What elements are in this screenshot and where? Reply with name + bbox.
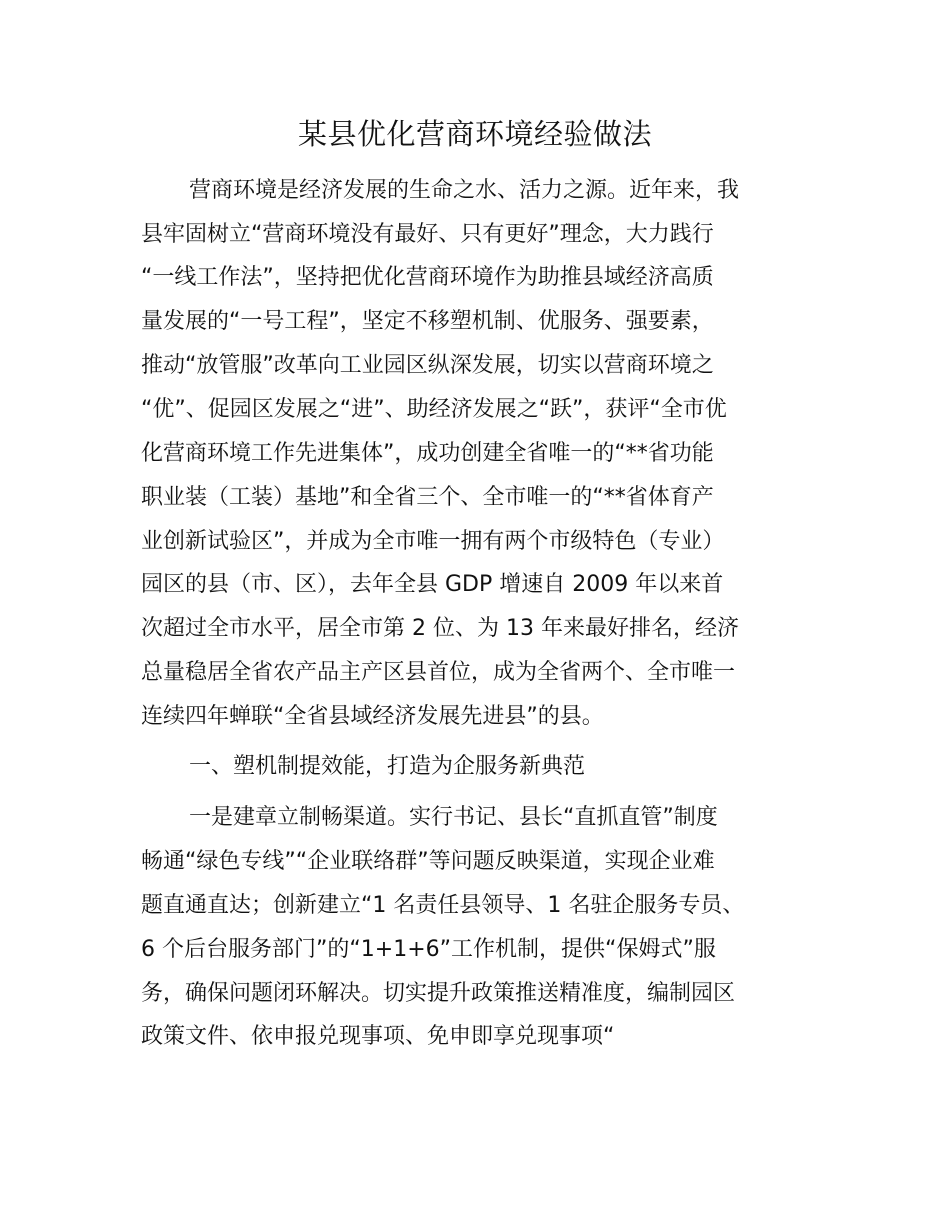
- document-title: 某县优化营商环境经验做法: [297, 117, 652, 151]
- paragraph-line: 职业装（工装）基地”和全省三个、全市唯一的“**省体育产: [141, 485, 714, 510]
- paragraph-line: 题直通直达；创新建立“1 名责任县领导、1 名驻企服务专员、: [141, 893, 745, 918]
- paragraph-line: 量发展的“一号工程”，坚定不移塑机制、优服务、强要素，: [141, 309, 714, 334]
- paragraph-line: 务，确保问题闭环解决。切实提升政策推送精准度，编制园区: [141, 981, 736, 1006]
- paragraph-line: 连续四年蝉联“全省县域经济发展先进县”的县。: [141, 704, 604, 729]
- paragraph-line: 业创新试验区”，并成为全市唯一拥有两个市级特色（专业）: [141, 529, 725, 554]
- paragraph-line: “一线工作法”，坚持把优化营商环境作为助推县域经济高质: [141, 265, 714, 290]
- paragraph-line: 园区的县（市、区），去年全县 GDP 增速自 2009 年以来首: [141, 572, 724, 597]
- paragraph-line: 一是建章立制畅渠道。实行书记、县长“直抓直管”制度: [189, 805, 718, 830]
- paragraph-line: 总量稳居全省农产品主产区县首位，成为全省两个、全市唯一: [141, 660, 736, 685]
- paragraph-line: 县牢固树立“营商环境没有最好、只有更好”理念，大力践行: [141, 222, 714, 247]
- paragraph-line: 次超过全市水平，居全市第 2 位、为 13 年来最好排名，经济: [141, 616, 739, 641]
- paragraph-line: 畅通“绿色专线”“企业联络群”等问题反映渠道，实现企业难: [141, 849, 715, 874]
- paragraph-line: “优”、促园区发展之“进”、助经济发展之“跃”，获评“全市优: [141, 397, 727, 422]
- paragraph-line: 营商环境是经济发展的生命之水、活力之源。近年来，我: [189, 178, 740, 203]
- paragraph-line: 化营商环境工作先进集体”，成功创建全省唯一的“**省功能: [141, 441, 714, 466]
- paragraph-line: 推动“放管服”改革向工业园区纵深发展，切实以营商环境之: [141, 353, 714, 378]
- section-heading: 一、塑机制提效能，打造为企服务新典范: [189, 754, 586, 779]
- paragraph-line: 6 个后台服务部门”的“1+1+6”工作机制，提供“保姆式”服: [141, 937, 716, 962]
- paragraph-line: 政策文件、依申报兑现事项、免申即享兑现事项“: [141, 1024, 615, 1049]
